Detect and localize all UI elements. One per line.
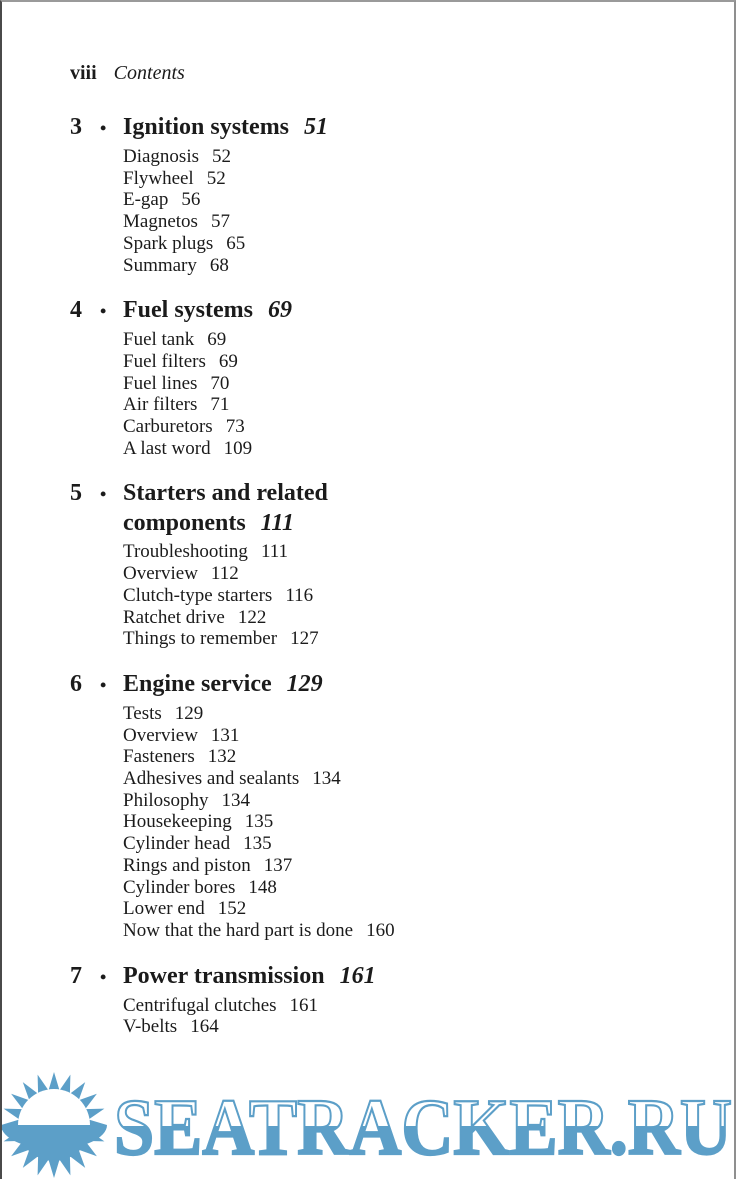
toc-section-row (123, 233, 650, 255)
section-label: Lower end (123, 898, 205, 920)
section-page-number: 52 (206, 167, 226, 189)
toc-section-row (123, 703, 650, 725)
section-page-number: 116 (285, 584, 314, 606)
section-label: Philosophy (123, 789, 209, 811)
bullet-icon: • (100, 484, 107, 505)
toc-chapter (70, 478, 650, 650)
section-label: Overview (123, 724, 198, 746)
section-page-number: 152 (217, 898, 247, 920)
section-label: Carburetors (123, 416, 213, 438)
chapter-number: 5 (70, 480, 82, 507)
chapter-title-text: Power transmission (123, 962, 325, 989)
bullet-icon: • (100, 966, 107, 987)
chapter-number: 6 (70, 670, 82, 697)
section-page-number: 127 (290, 628, 319, 650)
toc-chapter (70, 961, 650, 1038)
section-label: Fasteners (123, 746, 195, 768)
chapter-title (123, 112, 328, 142)
watermark-text: SEATRACKER.RU (114, 1092, 732, 1164)
chapter-title (123, 961, 376, 991)
section-label: Fuel tank (123, 329, 195, 351)
sun-over-sea-icon (0, 1071, 108, 1179)
section-page-number: 71 (210, 394, 230, 416)
section-label: Air filters (123, 394, 198, 416)
section-page-number: 122 (237, 606, 267, 628)
section-page-number: 161 (289, 994, 319, 1016)
toc-section-row (123, 1016, 650, 1038)
section-label: Cylinder bores (123, 876, 236, 898)
chapter-sections (123, 541, 650, 650)
section-page-number: 160 (366, 919, 395, 941)
section-label: V-belts (123, 1016, 178, 1038)
toc-section-row (123, 855, 650, 877)
section-label: Housekeeping (123, 811, 232, 833)
section-label: Cylinder head (123, 833, 231, 855)
toc-section-row (123, 790, 650, 812)
chapter-sections (123, 146, 650, 276)
section-page-number: 135 (244, 811, 274, 833)
section-page-number: 134 (312, 768, 341, 790)
toc-section-row (123, 189, 650, 211)
toc-section-row (123, 585, 650, 607)
section-label: Ratchet drive (123, 606, 225, 628)
section-page-number: 73 (225, 416, 245, 438)
chapter-heading (70, 669, 650, 700)
toc-section-row (123, 351, 650, 373)
toc-chapter (70, 112, 650, 276)
chapter-number: 4 (70, 297, 82, 324)
section-page-number: 134 (221, 789, 251, 811)
section-page-number: 65 (226, 232, 246, 254)
watermark-wordmark (114, 1092, 734, 1164)
section-label: Spark plugs (123, 232, 214, 254)
section-label: Rings and piston (123, 854, 251, 876)
chapter-page-number: 51 (304, 114, 329, 140)
chapter-heading (70, 478, 650, 538)
section-page-number: 112 (210, 563, 239, 585)
chapter-title (123, 669, 323, 699)
chapter-heading (70, 295, 650, 326)
chapter-title-text: Engine service (123, 670, 272, 697)
toc-section-row (123, 833, 650, 855)
table-of-contents (70, 112, 650, 1057)
section-page-number: 135 (243, 833, 272, 855)
toc-section-row (123, 416, 650, 438)
toc-section-row (123, 329, 650, 351)
chapter-heading (70, 961, 650, 992)
chapter-sections (123, 329, 650, 459)
section-label: E-gap (123, 189, 169, 211)
chapter-page-number: 161 (339, 962, 376, 989)
bullet-icon: • (100, 118, 107, 138)
chapter-title-text: Fuel systems (123, 297, 253, 324)
section-label: Summary (123, 254, 197, 276)
section-page-number: 132 (207, 746, 237, 768)
toc-section-row (123, 920, 650, 942)
toc-section-row (123, 898, 650, 920)
chapter-page-number: 69 (267, 297, 292, 324)
chapter-title (123, 295, 292, 325)
section-page-number: 56 (181, 189, 201, 211)
section-label: Diagnosis (123, 146, 199, 167)
section-label: Troubleshooting (123, 541, 248, 563)
toc-section-row (123, 746, 650, 768)
toc-section-row (123, 607, 650, 629)
section-page-number: 70 (210, 372, 230, 394)
section-page-number: 69 (218, 350, 238, 372)
toc-section-row (123, 438, 650, 460)
toc-chapter (70, 669, 650, 942)
toc-section-row (123, 877, 650, 899)
toc-section-row (123, 811, 650, 833)
chapter-number: 7 (70, 962, 82, 989)
toc-section-row (123, 563, 650, 585)
toc-chapter (70, 295, 650, 459)
chapter-page-number: 111 (260, 510, 295, 537)
section-page-number: 68 (209, 254, 229, 276)
toc-section-row (123, 394, 650, 416)
toc-section-row (123, 255, 650, 277)
section-label: Clutch-type starters (123, 584, 273, 606)
chapter-heading (70, 112, 650, 143)
section-page-number: 137 (263, 854, 293, 876)
section-page-number: 69 (207, 329, 227, 351)
chapter-page-number: 129 (286, 670, 323, 697)
toc-section-row (123, 146, 650, 168)
section-label: Now that the hard part is done (123, 919, 354, 941)
section-page-number: 111 (260, 541, 289, 563)
bullet-icon: • (100, 301, 107, 322)
toc-section-row (123, 211, 650, 233)
toc-section-row (123, 995, 650, 1017)
header-title: Contents (113, 62, 185, 84)
running-head (70, 62, 185, 84)
chapter-title-text: Ignition systems (123, 114, 290, 140)
section-label: Overview (123, 563, 198, 585)
section-label: Magnetos (123, 211, 198, 233)
section-page-number: 129 (174, 702, 204, 724)
section-page-number: 57 (210, 211, 230, 233)
chapter-sections (123, 995, 650, 1038)
chapter-title-text: Starters and related components (123, 480, 328, 537)
section-page-number: 131 (210, 724, 240, 746)
toc-section-row (123, 373, 650, 395)
section-label: Tests (123, 702, 162, 724)
section-page-number: 109 (223, 437, 253, 459)
section-label: Things to remember (123, 628, 278, 650)
toc-section-row (123, 168, 650, 190)
section-page-number: 164 (190, 1016, 219, 1038)
chapter-sections (123, 703, 650, 942)
page-folio: viii (70, 62, 97, 84)
toc-section-row (123, 768, 650, 790)
section-label: Adhesives and sealants (123, 768, 300, 790)
chapter-title (123, 478, 423, 538)
bullet-icon: • (100, 674, 107, 695)
section-label: A last word (123, 437, 211, 459)
section-label: Centrifugal clutches (123, 994, 277, 1016)
section-label: Fuel lines (123, 372, 198, 394)
toc-section-row (123, 541, 650, 563)
toc-section-row (123, 725, 650, 747)
section-label: Flywheel (123, 167, 194, 189)
section-page-number: 148 (248, 876, 277, 898)
toc-section-row (123, 628, 650, 650)
section-label: Fuel filters (123, 350, 206, 372)
chapter-number: 3 (70, 114, 82, 140)
section-page-number: 52 (212, 146, 231, 167)
